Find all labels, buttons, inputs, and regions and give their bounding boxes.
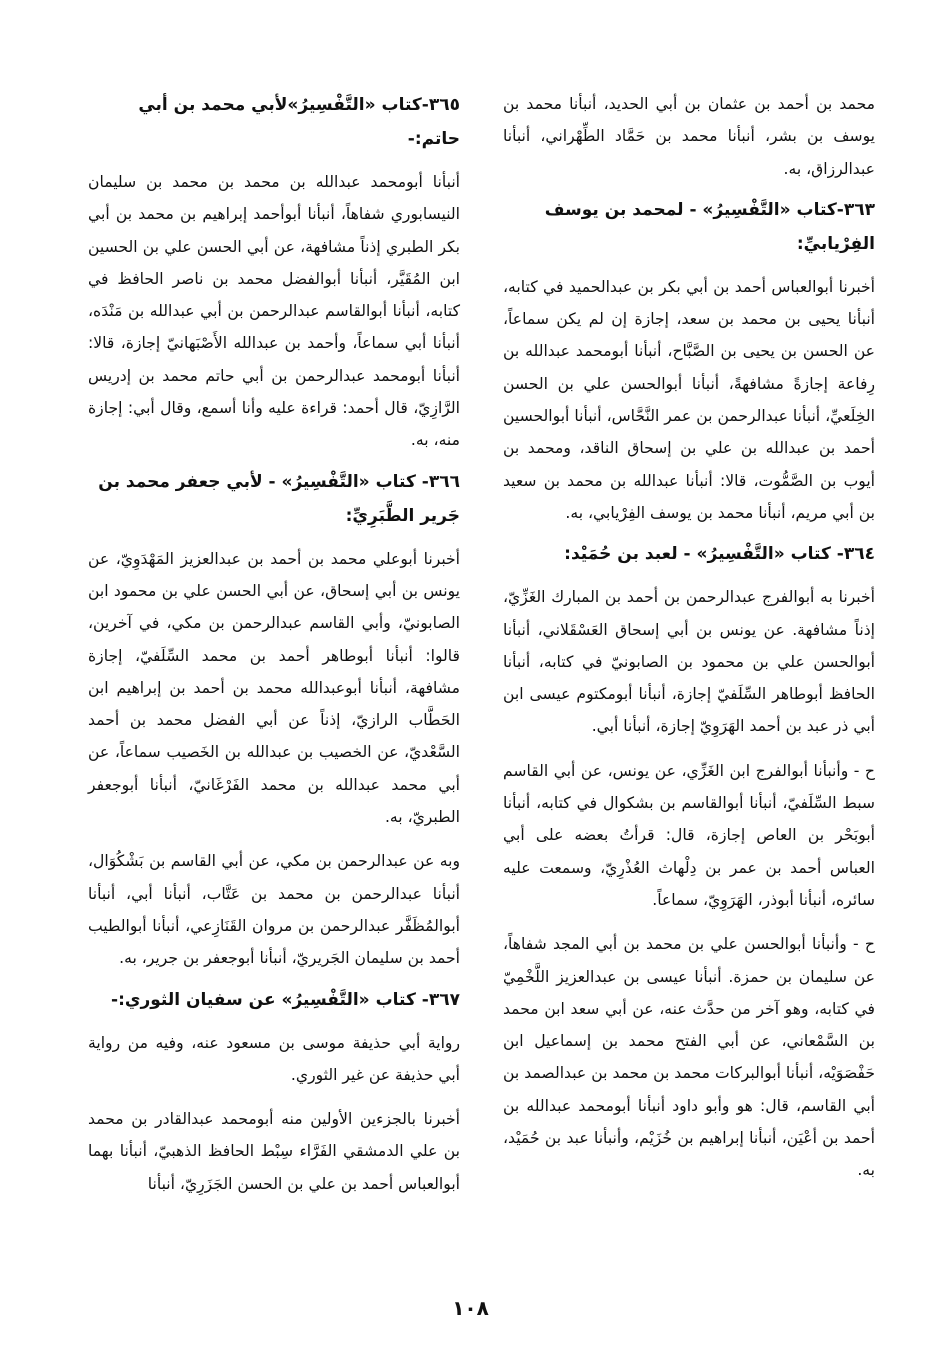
paragraph-continuation: محمد بن أحمد بن عثمان بن أبي الحديد، أنبأنا محمد بن يوسف بن بشر، أنبأنا محمد بن حَمَّاد الطِّهْراني، أنبأنا عبدالرزاق، به. <box>503 95 875 178</box>
entry-heading-364: ٣٦٤- كتاب «التَّفْسِيرُ» - لعبد بن حُمَيْد: <box>564 544 875 565</box>
paragraph-363: أخبرنا أبوالعباس أحمد بن أبي بكر بن عبدالحميد في كتابه، أنبأنا يحيى بن محمد بن سعد، إجازة إن لم يكن سماعاً، عن الحسن بن يحيى بن الصَّبَّاح، أنبأنا أبومحمد عبدالله بن رِفاعة إجازةً مشافهةً، أنبأنا أبوالحسن علي بن الحسن الخِلَعيِّ، أنبأنا عبدالرحمن بن عمر النَّحَّاس، أنبأنا أبوالحسين أحمد بن عبدالله بن علي بن إسحاق الناقد، ومحمد بن أيوب بن الصَّمُّوت، قالا: أنبأنا عبدالله بن محمد بن سعيد بن أبي مريم، أنبأنا محمد بن يوسف الفِرْيابي، به. <box>503 277 875 522</box>
paragraph-366-a: أخبرنا أبوعلي محمد بن أحمد بن عبدالعزيز المَهْدَوِيّ، عن يونس بن أبي إسحاق، عن أبي الحسن علي بن محمود ابن الصابونيّ، وأبي القاسم عبدالرحمن بن مكي، في آخرين، قالوا: أنبأنا أبوطاهر أحمد بن محمد السِّلَفيّ، إجازة مشافهة، أنبأنا أبوعبدالله محمد بن أحمد بن إبراهيم ابن الحَطَّاب الرازيّ، إذناً عن أبي الفضل محمد بن أحمد السَّعْديّ، عن الخصيب بن عبدالله بن الخَصيب سماعاً، عن أبي محمد عبدالله بن محمد الفَرْغَانيّ، أنبأنا أبوجعفر الطبريّ، به. <box>88 549 460 827</box>
entry-heading-363: ٣٦٣-كتاب «التَّفْسِيرُ» - لمحمد بن يوسف الفِرْيابيِّ: <box>544 199 875 254</box>
paragraph-367-b: أخبرنا بالجزءين الأولين منه أبومحمد عبدالقادر بن محمد بن علي الدمشقي الفَرَّاء سِبْط الحافظ الذهبيّ، أنبأنا بهما أبوالعباس أحمد بن علي بن الحسن الجَزَرِيّ، أنبأنا <box>88 1110 460 1193</box>
paragraph-366-b: وبه عن عبدالرحمن بن مكي، عن أبي القاسم بن بَشْكُوَال، أنبأنا عبدالرحمن بن محمد بن عَتَّاب، أنبأنا أبي، أنبأنا أبوالمُظَفَّر عبدالرحمن بن مروان القَنَازِعي، أنبأنا أبوالطيب أحمد بن سليمان الجَريريّ، أنبأنا أبوجعفر بن جرير، به. <box>88 852 460 968</box>
page-number: ١٠٨ <box>452 1296 489 1320</box>
left-column <box>88 88 460 1200</box>
paragraph-364-b: ح - وأنبأنا أبوالفرج ابن الغَزِّي، عن يونس، عن أبي القاسم سبط السِّلَفيّ، أنبأنا أبوالقاسم بن بشكوال في كتابه، أنبأنا أبوبَحْر بن العاص إجازة، قال: قرأتُ بعضه على أبي العباس أحمد بن عمر بن دِلْهاث العُذْرِيّ، وسمعت عليه سائره، أنبأنا أبوذر، الهَرَوِيّ، سماعاً. <box>503 761 875 909</box>
paragraph-364-a: أخبرنا به أبوالفرج عبدالرحمن بن أحمد بن المبارك الغَزِّيّ، إذناً مشافهة. عن يونس بن أبي إسحاق العَسْقَلاني، أنبأنا أبوالحسن علي بن محمود بن الصابونيّ في كتابه، أنبأنا الحافظ أبوطاهر السِّلَفيّ إجازة، أنبأنا أبومكتوم عيسى ابن أبي ذر عبد بن أحمد الهَرَوِيّ إجازة، أنبأنا أبي. <box>503 588 875 736</box>
entry-heading-367: ٣٦٧- كتاب «التَّفْسِيرُ» عن سفيان الثوري:- <box>111 989 460 1010</box>
paragraph-365: أنبأنا أبومحمد عبدالله بن محمد بن محمد بن سليمان النيسابوري شفاهاً، أنبأنا أبوأحمد إبراهيم بن محمد بن أبي بكر الطبري إذناً مشافهة، عن أبي الحسن علي بن الحسين ابن المُقَيَّر، أنبأنا أبوالفضل محمد بن ناصر الحافظ في كتابه، أنبأنا أبوالقاسم عبدالرحمن بن أبي عبدالله بن مَنْدَه، أنبأنا أبي سماعاً، وأحمد بن عبدالله الأَصْبَهانيّ إجازة، قالا: أنبأنا أبومحمد عبدالرحمن بن أبي حاتم محمد بن إدريس الرَّازِيّ، قال أحمد: قراءة عليه وأنا أسمع، وقال أبي: إجازة منه، به. <box>88 173 460 450</box>
entry-heading-366: ٣٦٦- كتاب «التَّفْسِيرُ» - لأبي جعفر محمد بن جَرير الطَّبَرِيِّ: <box>98 471 460 526</box>
entry-heading-365: ٣٦٥-كتاب «التَّفْسِيرُ»لأبي محمد بن أبي حاتم:- <box>138 95 460 149</box>
paragraph-364-c: ح - وأنبأنا أبوالحسن علي بن محمد بن أبي المجد شفاهاً، عن سليمان بن حمزة. أنبأنا عيسى بن عبدالعزيز اللَّخْمِيّ في كتابه، وهو آخر من حدَّث عنه، عن أبي سعد ابن محمد بن السَّمْعاني، عن أبي الفتح محمد بن إسماعيل ابن حَفْصَوَيْه، أنبأنا أبوالبركات محمد بن محمد بن عبدالصمد بن أبي القاسم، قال: هو وأبو داود أنبأنا أبومحمد عبدالله بن أحمد بن أعْيَن، أنبأنا إبراهيم بن خُزَيْم، وأنبأنا عبد بن حُمَيْد، به. <box>503 935 875 1180</box>
right-column <box>503 88 875 1187</box>
paragraph-367-a: رواية أبي حذيفة موسى بن مسعود عنه، وفيه من رواية أبي حذيفة عن غير الثوري. <box>88 1033 460 1084</box>
